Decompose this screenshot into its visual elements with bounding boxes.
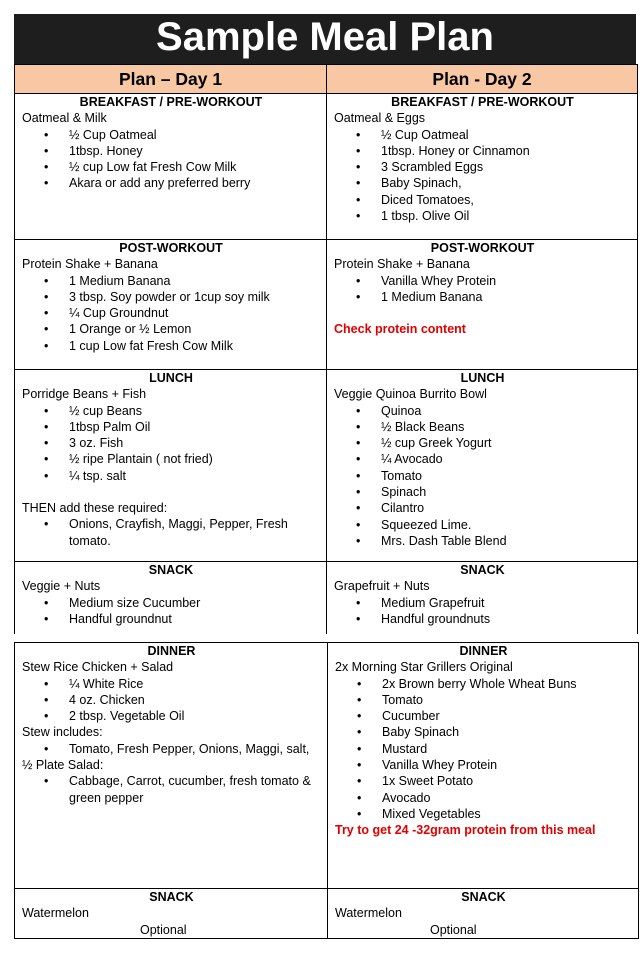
postworkout-row — [15, 240, 638, 370]
section-heading: SNACK — [148, 563, 194, 577]
header-day2: Plan - Day 2 — [327, 65, 638, 94]
required-list — [22, 516, 320, 549]
protein-goal-note: Try to get 24 -32gram protein from this meal — [335, 823, 596, 838]
breakfast-day1-cell — [15, 94, 327, 240]
list-item: • 1x Sweet Potato — [382, 773, 632, 789]
ingredient-list — [334, 595, 631, 628]
list-item: • Baby Spinach — [382, 724, 632, 740]
meal-name: Watermelon — [22, 906, 89, 921]
meal-name: Stew Rice Chicken + Salad — [22, 660, 174, 675]
list-item: • Handful groundnuts — [381, 611, 631, 627]
meal-plan-table-top — [14, 64, 638, 634]
snack1-day1-cell — [15, 562, 327, 634]
list-item: • ½ Cup Oatmeal — [381, 127, 631, 143]
stew-label: Stew includes: — [22, 725, 103, 740]
meal-name: Grapefruit + Nuts — [334, 579, 430, 594]
section-heading: LUNCH — [149, 371, 193, 385]
breakfast-day2-cell — [327, 94, 638, 240]
ingredient-list — [335, 676, 632, 823]
list-item: • 2x Brown berry Whole Wheat Buns — [382, 676, 632, 692]
snack2-day1-cell — [15, 889, 328, 939]
salad-list — [22, 773, 321, 806]
dinner-row — [15, 643, 639, 889]
then-label: THEN add these required: — [22, 501, 168, 516]
ingredient-list — [22, 127, 320, 192]
list-item: • Medium size Cucumber — [69, 595, 320, 611]
salad-label: ½ Plate Salad: — [22, 758, 104, 773]
list-item: • Spinach — [381, 484, 631, 500]
section-heading: BREAKFAST / PRE-WORKOUT — [79, 95, 263, 109]
list-item: • ¼ tsp. salt — [69, 468, 320, 484]
meal-plan-table-bottom — [14, 642, 639, 939]
section-heading: POST-WORKOUT — [119, 241, 223, 255]
section-heading: SNACK — [460, 563, 505, 577]
ingredient-list — [22, 403, 320, 484]
list-item: • Quinoa — [381, 403, 631, 419]
section-heading: DINNER — [459, 644, 508, 658]
optional-label: Optional — [430, 922, 477, 937]
list-item: • 1tbsp. Honey or Cinnamon — [381, 143, 631, 159]
meal-name: Oatmeal & Milk — [22, 111, 107, 126]
section-heading: POST-WORKOUT — [430, 241, 535, 255]
list-item: • 3 oz. Fish — [69, 435, 320, 451]
meal-name: 2x Morning Star Grillers Original — [335, 660, 513, 675]
meal-name: Porridge Beans + Fish — [22, 387, 147, 402]
list-item: • ½ ripe Plantain ( not fried) — [69, 451, 320, 467]
protein-note: Check protein content — [334, 322, 466, 337]
list-item: • 3 tbsp. Soy powder or 1cup soy milk — [69, 289, 320, 305]
snack2-day2-cell — [328, 889, 639, 939]
dinner-day1-cell — [15, 643, 328, 889]
list-item: • ½ Cup Oatmeal — [69, 127, 320, 143]
meal-name: Protein Shake + Banana — [22, 257, 158, 272]
ingredient-list — [22, 273, 320, 354]
meal-name: Veggie Quinoa Burrito Bowl — [334, 387, 487, 402]
ingredient-list — [334, 127, 631, 225]
section-heading: LUNCH — [460, 371, 505, 385]
header-day1: Plan – Day 1 — [15, 65, 327, 94]
postworkout-day2-cell — [327, 240, 638, 370]
lunch-day2-cell — [327, 370, 638, 562]
list-item: • Tomato, Fresh Pepper, Onions, Maggi, salt, — [69, 741, 321, 757]
ingredient-list — [22, 595, 320, 628]
stew-list — [22, 741, 321, 757]
section-heading: SNACK — [461, 890, 506, 904]
list-item: • Cilantro — [381, 500, 631, 516]
list-item: • Mustard — [382, 741, 632, 757]
list-item: • Vanilla Whey Protein — [381, 273, 631, 289]
postworkout-day1-cell — [15, 240, 327, 370]
meal-name: Protein Shake + Banana — [334, 257, 470, 272]
list-item: • ½ cup Greek Yogurt — [381, 435, 631, 451]
list-item: • Avocado — [382, 790, 632, 806]
list-item: • 1 Orange or ½ Lemon — [69, 321, 320, 337]
list-item: • Cucumber — [382, 708, 632, 724]
list-item: • 1 Medium Banana — [381, 289, 631, 305]
list-item: • Diced Tomatoes, — [381, 192, 631, 208]
list-item: • Tomato — [381, 468, 631, 484]
list-item: • ¼ White Rice — [69, 676, 321, 692]
ingredient-list — [334, 273, 631, 306]
list-item: • Medium Grapefruit — [381, 595, 631, 611]
list-item: • 3 Scrambled Eggs — [381, 159, 631, 175]
meal-name: Watermelon — [335, 906, 402, 921]
list-item: • Cabbage, Carrot, cucumber, fresh tomato & green pepper — [69, 773, 321, 806]
snack2-row — [15, 889, 639, 939]
section-heading: BREAKFAST / PRE-WORKOUT — [391, 95, 574, 109]
meal-name: Veggie + Nuts — [22, 579, 101, 594]
meal-name: Oatmeal & Eggs — [334, 111, 426, 126]
list-item: • ¼ Avocado — [381, 451, 631, 467]
list-item: • Mrs. Dash Table Blend — [381, 533, 631, 549]
snack1-row — [15, 562, 638, 634]
list-item: • Tomato — [382, 692, 632, 708]
list-item: • Vanilla Whey Protein — [382, 757, 632, 773]
dinner-day2-cell — [328, 643, 639, 889]
list-item: • 1tbsp. Honey — [69, 143, 320, 159]
list-item: • Handful groundnut — [69, 611, 320, 627]
ingredient-list — [334, 403, 631, 550]
header-row — [15, 65, 638, 94]
section-heading: DINNER — [147, 644, 196, 658]
lunch-row — [15, 370, 638, 562]
list-item: • 1 Medium Banana — [69, 273, 320, 289]
snack1-day2-cell — [327, 562, 638, 634]
ingredient-list — [22, 676, 321, 725]
list-item: • Baby Spinach, — [381, 175, 631, 191]
breakfast-row — [15, 94, 638, 240]
list-item: • Mixed Vegetables — [382, 806, 632, 822]
list-item: • 4 oz. Chicken — [69, 692, 321, 708]
list-item: • Onions, Crayfish, Maggi, Pepper, Fresh tomato. — [69, 516, 320, 549]
list-item: • ½ Black Beans — [381, 419, 631, 435]
optional-label: Optional — [140, 922, 187, 937]
list-item: • 1 cup Low fat Fresh Cow Milk — [69, 338, 320, 354]
list-item: • Akara or add any preferred berry — [69, 175, 320, 191]
section-heading: SNACK — [149, 890, 194, 904]
list-item: • 1 tbsp. Olive Oil — [381, 208, 631, 224]
list-item: • 2 tbsp. Vegetable Oil — [69, 708, 321, 724]
page-title: Sample Meal Plan — [14, 14, 636, 64]
list-item: • 1tbsp Palm Oil — [69, 419, 320, 435]
list-item: • Squeezed Lime. — [381, 517, 631, 533]
list-item: • ½ cup Low fat Fresh Cow Milk — [69, 159, 320, 175]
list-item: • ½ cup Beans — [69, 403, 320, 419]
lunch-day1-cell — [15, 370, 327, 562]
list-item: • ¼ Cup Groundnut — [69, 305, 320, 321]
